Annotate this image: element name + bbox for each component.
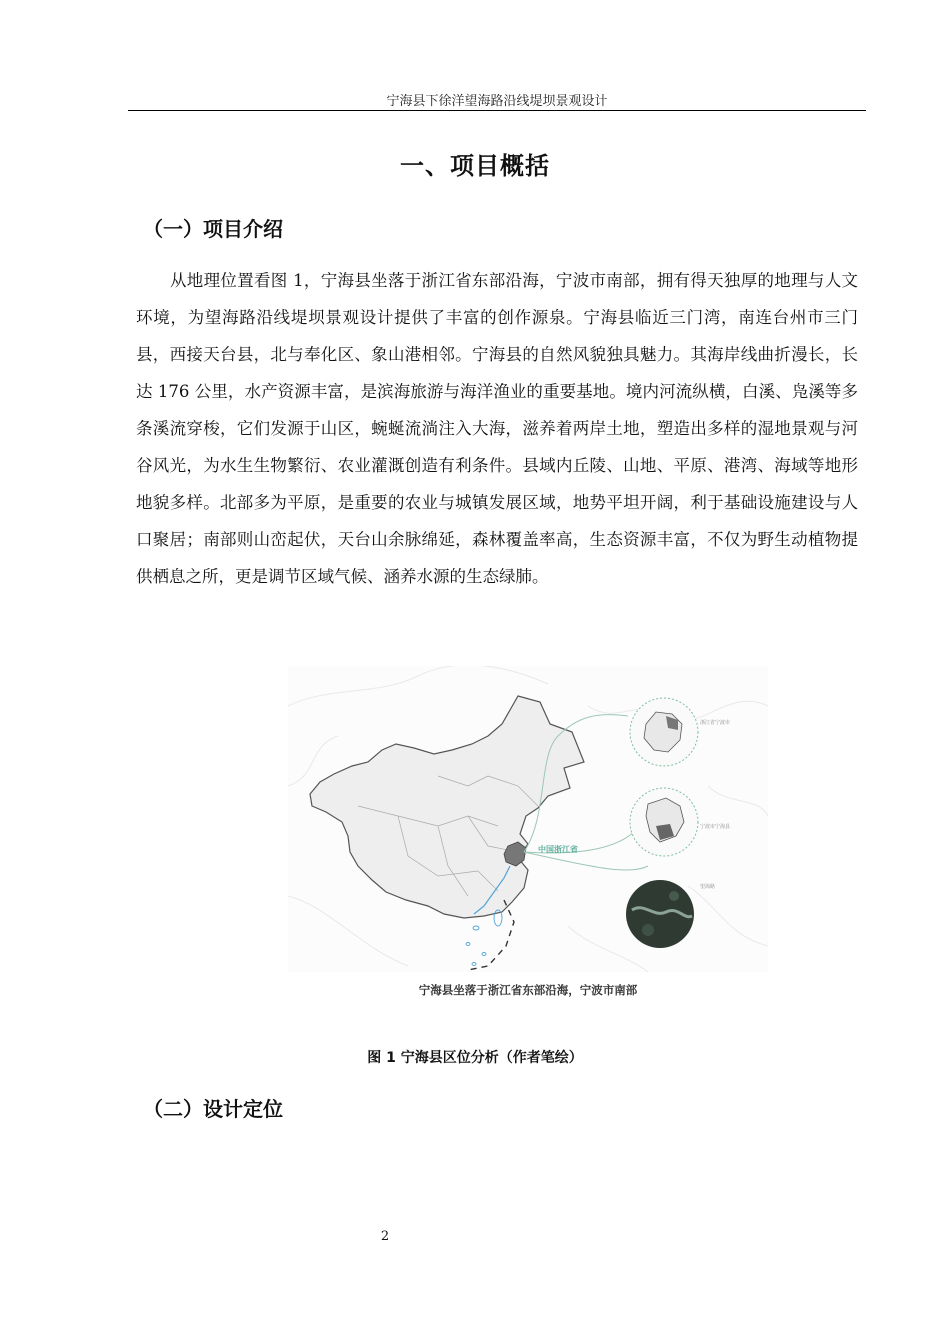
running-header: 宁海县下徐洋望海路沿线堤坝景观设计 [386,94,608,109]
section-heading-intro: （一）项目介绍 [143,217,283,241]
header-rule [128,110,866,111]
section-heading-positioning: （二）设计定位 [143,1097,283,1121]
page-number: 2 [380,1229,390,1244]
zhejiang-map-label: 中国浙江省 [538,845,578,854]
figure-caption: 图 1 宁海县区位分析（作者笔绘） [367,1050,583,1066]
location-map-figure [288,666,768,972]
location-map-svg [288,666,768,972]
inset-label-road: 望海路 [700,884,716,890]
inset-label-zhejiang: 浙江省宁波市 [700,720,731,726]
chapter-title: 一、项目概括 [400,152,550,180]
inset-label-ningbo: 宁波市宁海县 [700,824,731,830]
figure-inner-caption: 宁海县坐落于浙江省东部沿海，宁波市南部 [418,983,638,997]
body-paragraph: 从地理位置看图 1，宁海县坐落于浙江省东部沿海，宁波市南部，拥有得天独厚的地理与人文环境，为望海路沿线堤坝景观设计提供了丰富的创作源泉。宁海县临近三门湾，南连台州市三门县，西接天台县，北与奉化区、象山港相邻。宁海县的自然风貌独具魅力。其海岸线曲折漫长，长达 176 公里，水产资源丰富，是滨海旅游与海洋渔业的重要基地。境内河流纵横，白溪、凫溪等多条溪流穿梭，它们发源于山区，蜿蜒流淌注入大海，滋养着两岸土地，塑造出多样的湿地景观与河谷风光，为水生生物繁衍、农业灌溉创造有利条件。县域内丘陵、山地、平原、港湾、海域等地形地貌多样。北部多为平原，是重要的农业与城镇发展区域，地势平坦开阔，利于基础设施建设与人口聚居；南部则山峦起伏，天台山余脉绵延，森林覆盖率高，生态资源丰富，不仅为野生动植物提供栖息之所，更是调节区域气候、涵养水源的生态绿肺。 [136,271,858,586]
